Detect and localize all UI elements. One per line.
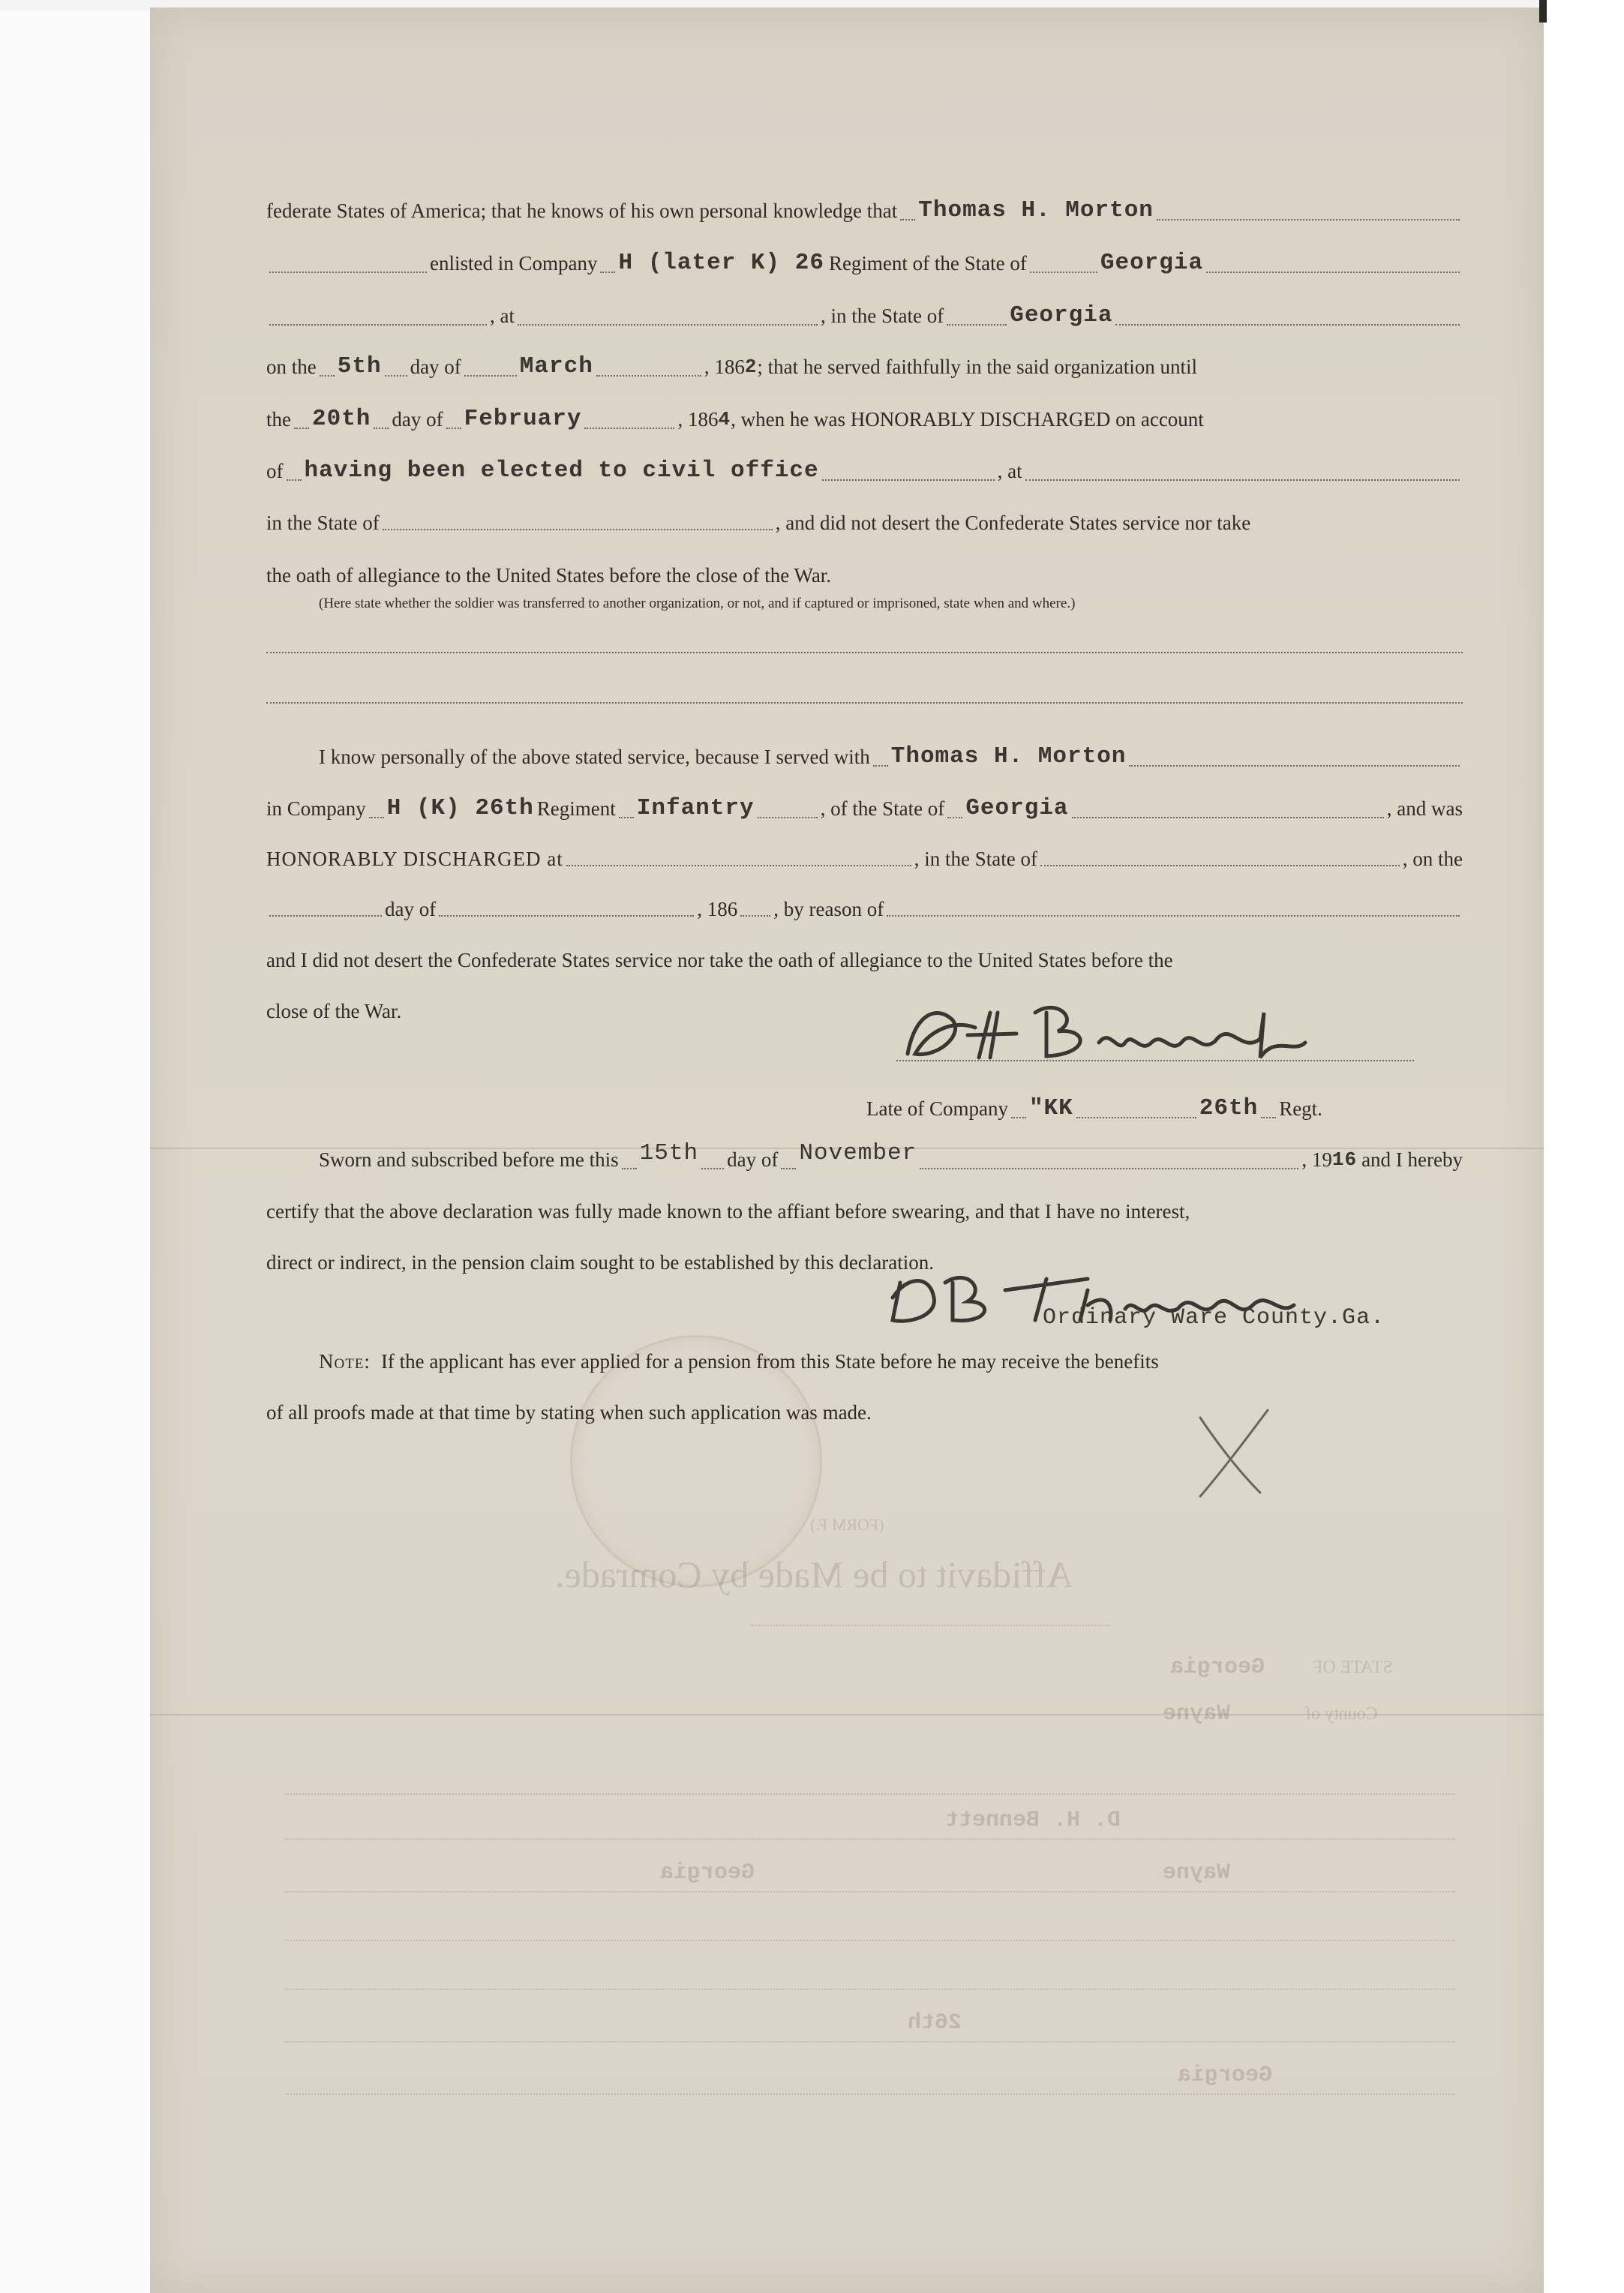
enlist-month: March [519,353,593,380]
scan-background-left [0,0,150,2293]
note-label: Note: [319,1350,371,1373]
late-regiment-value: 26th [1199,1095,1259,1121]
sworn-line-1 [266,1140,1463,1174]
note-text: If the applicant has ever applied for a pension from this State before he may receive the benefits [380,1350,1159,1373]
signature-line [896,1059,1414,1061]
did-not-desert-text: , and did not desert the Confederate States service nor take [775,512,1251,534]
in-state-label: , in the State of [821,305,944,327]
regiment-label: Regiment [536,797,616,820]
ghost-state-of: STATE OF [1313,1658,1393,1677]
discharge-year-digit: 4 [718,408,731,431]
ghost-title: Affidavit to be Made by Comrade. [555,1553,1073,1595]
enlist-day: 5th [337,353,382,380]
comrade-state: Georgia [965,795,1069,821]
ghost-state-2: Georgia [660,1860,755,1886]
form-line-5 [266,407,1463,434]
ghost-affiant: D. H. Bennett [945,1808,1121,1833]
ghost-state-3: Georgia [1178,2063,1273,2088]
of-label: of [266,460,284,482]
comrade-oath-text: and I did not desert the Confederate States service nor take the oath of allegiance to the United States before the [266,949,1173,971]
ghost-line [285,1838,1455,1840]
comrade-line-5 [266,949,1463,972]
hereby-label: and I hereby [1361,1148,1463,1171]
comrade-soldier-name: Thomas H. Morton [890,743,1127,770]
scan-artifact [1539,0,1547,23]
at-label: , at [490,305,515,327]
close-of-war-text: close of the War. [266,1000,402,1022]
in-state-label: , in the State of [914,848,1038,870]
state-value: Georgia [1100,250,1204,276]
ghost-county-value: Wayne [1163,1701,1231,1727]
late-of-company-line [866,1097,1463,1123]
served-faithfully-text: ; that he served faithfully in the said organization until [757,356,1198,378]
year-prefix: , 186 [677,408,719,431]
regiment-label: Regiment of the State of [828,252,1027,275]
honorably-discharged-text: , when he was HONORABLY DISCHARGED on account [731,408,1204,431]
ghost-county-of: County of [1305,1704,1378,1724]
by-reason-label: , by reason of [773,898,884,920]
ghost-line [285,1890,1455,1892]
note-text-2: of all proofs made at that time by stating when such application was made. [266,1401,872,1424]
on-the-label: , on the [1402,848,1463,870]
transfer-instructions: (Here state whether the soldier was transferred to another organization, or not, and if captured or imprisoned, state when and where.) [319,596,1076,611]
ghost-line [285,2093,1455,2095]
and-was-label: , and was [1386,797,1463,820]
form-line-6 [266,459,1463,485]
form-line-8 [266,564,1463,587]
on-the-label: on the [266,356,317,378]
discharge-day: 20th [312,406,371,432]
oath-text: the oath of allegiance to the United States before the close of the War. [266,564,832,587]
ghost-line [285,1988,1455,1990]
sworn-text: Sworn and subscribed before me this [319,1148,619,1171]
enlisted-label: enlisted in Company [430,252,598,275]
enlist-state-value: Georgia [1010,302,1113,329]
in-state-label: in the State of [266,512,380,534]
ghost-county-value-2: Wayne [1163,1860,1231,1886]
x-mark-icon [1185,1403,1275,1500]
officer-title: Ordinary Ware County.Ga. [1043,1305,1385,1331]
document-page [150,8,1544,2293]
ghost-line [285,2040,1455,2042]
comrade-company: H (K) 26th [386,795,534,821]
form-line-7 [266,512,1463,535]
form-line-1 [266,199,1463,225]
year-prefix: , 186 [697,898,738,920]
the-label: the [266,408,291,431]
soldier-name: Thomas H. Morton [918,197,1154,224]
ghost-line [285,1793,1455,1795]
day-of-label: day of [392,408,443,431]
ghost-line [285,1939,1455,1941]
blank-line [266,651,1463,653]
day-of-label: day of [727,1148,779,1171]
sworn-month: November [799,1140,917,1166]
certify-text: certify that the above declaration was fully made known to the affiant before swearing, and that I have no interest, [266,1200,1190,1223]
in-company-label: in Company [266,797,366,820]
form-line-3 [266,304,1463,330]
discharge-month: February [464,406,582,432]
no-interest-text: direct or indirect, in the pension claim sought to be established by this declaration. [266,1251,935,1274]
note-line-2 [266,1401,1463,1424]
comrade-line-4 [266,898,1463,921]
sworn-year: 16 [1331,1148,1358,1171]
of-state-label: , of the State of [820,797,945,820]
ghost-form-label: (FORM F.) [810,1515,884,1534]
sworn-day: 15th [639,1140,699,1166]
day-of-label: day of [410,356,461,378]
at-label: , at [997,460,1022,482]
ghost-regiment: 26th [908,2010,962,2036]
year-prefix: , 19 [1301,1148,1332,1171]
comrade-line-2 [266,797,1463,823]
comrade-line-3 [266,848,1463,871]
form-line-2 [266,251,1463,278]
regt-label: Regt. [1279,1097,1322,1120]
late-company-value: "KK [1028,1095,1073,1121]
comrade-line-1 [266,745,1463,771]
discharge-reason: having been elected to civil office [304,458,819,484]
ghost-state-value: Georgia [1170,1655,1265,1680]
form-line-4 [266,355,1463,381]
enlist-year-digit: 2 [744,356,758,378]
note-line-1 [266,1350,1463,1373]
comrade-branch: Infantry [636,795,755,821]
late-of-company-label: Late of Company [866,1097,1008,1120]
ghost-line [750,1624,1110,1626]
form-line-1-text: federate States of America; that he knows of his own personal knowledge that [266,200,898,222]
discharged-at-label: HONORABLY DISCHARGED at [266,848,563,870]
day-of-label: day of [385,898,437,920]
scan-background-right [1544,0,1624,2293]
year-prefix: , 186 [704,356,745,378]
sworn-line-2 [266,1200,1463,1223]
comrade-statement: I know personally of the above stated service, because I served with [319,746,870,768]
blank-line [266,701,1463,704]
company-value: H (later K) 26 [618,250,824,276]
